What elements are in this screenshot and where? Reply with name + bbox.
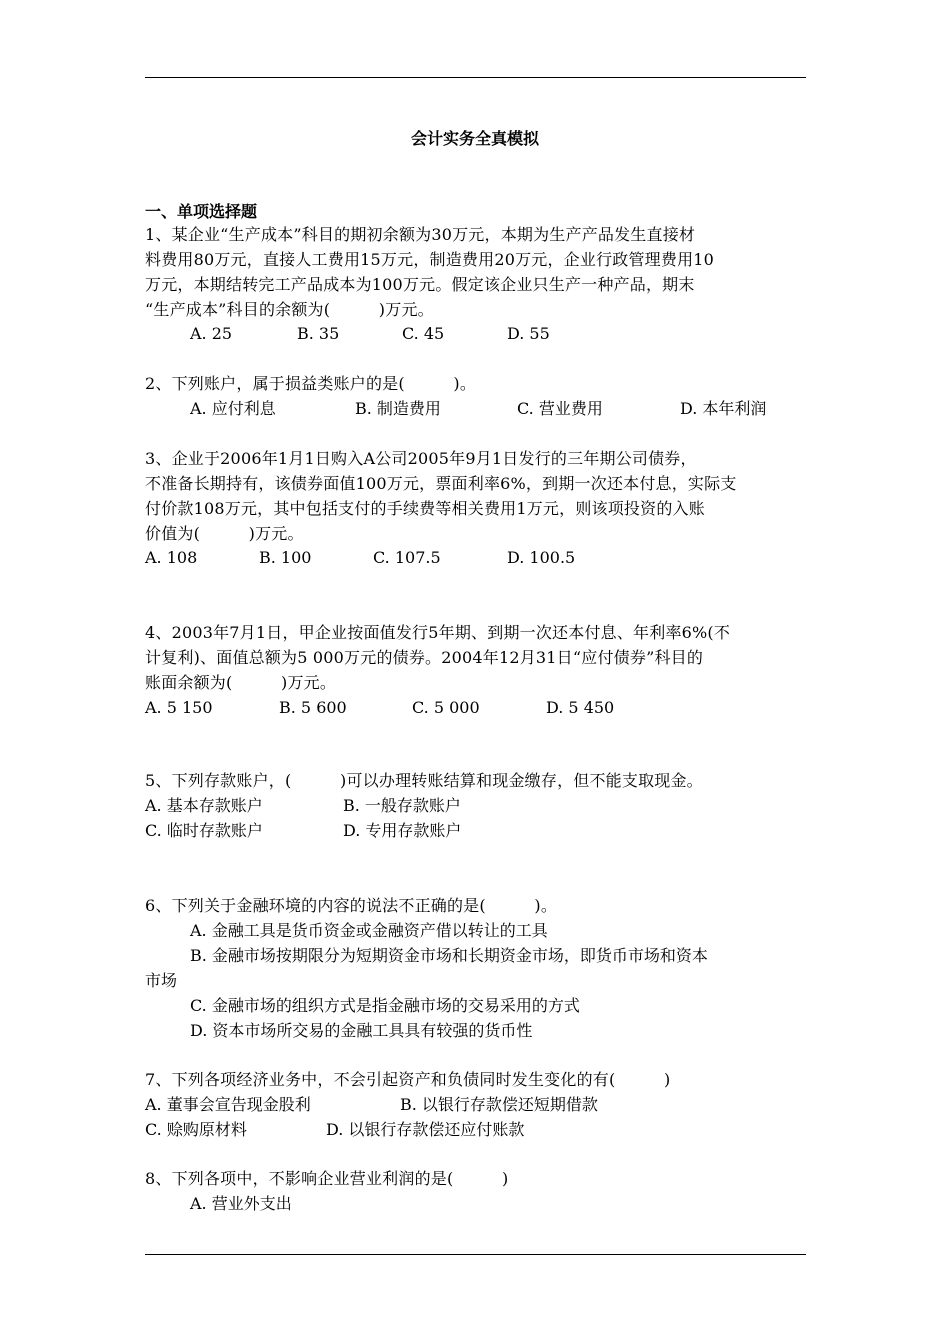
footer-rule — [145, 1254, 806, 1255]
question-text: 计复利)、面值总额为5 000万元的债券。2004年12月31日“应付债券”科目的 — [145, 648, 704, 667]
option-b: B. 5 600 — [279, 698, 347, 717]
option-b: B. 35 — [297, 324, 340, 343]
question-text: 7、下列各项经济业务中，不会引起资产和负债同时发生变化的有( ) — [145, 1070, 671, 1089]
question-text: 1、某企业“生产成本”科目的期初余额为30万元，本期为生产产品发生直接材 — [145, 225, 696, 244]
option-b: B. 金融市场按期限分为短期资金市场和长期资金市场，即货币市场和资本 — [190, 946, 708, 965]
section-heading: 一、单项选择题 — [145, 202, 258, 221]
option-c: C. 45 — [402, 324, 445, 343]
question-text: 4、2003年7月1日，甲企业按面值发行5年期、到期一次还本付息、年利率6%(不 — [145, 623, 731, 642]
question-text: 2、下列账户，属于损益类账户的是( )。 — [145, 374, 477, 393]
option-d: D. 以银行存款偿还应付账款 — [326, 1120, 525, 1139]
option-a: A. 基本存款账户 — [145, 796, 263, 815]
option-d: D. 专用存款账户 — [343, 821, 462, 840]
question-text: 料费用80万元，直接人工费用15万元，制造费用20万元，企业行政管理费用10 — [145, 250, 715, 269]
option-d: D. 5 450 — [546, 698, 615, 717]
question-text: 万元，本期结转完工产品成本为100万元。假定该企业只生产一种产品，期末 — [145, 275, 695, 294]
question-text: “生产成本”科目的余额为( )万元。 — [145, 300, 434, 319]
option-c: C. 临时存款账户 — [145, 821, 263, 840]
page-title: 会计实务全真模拟 — [410, 129, 539, 148]
question-text: 8、下列各项中，不影响企业营业利润的是( ) — [145, 1169, 509, 1188]
option-d: D. 资本市场所交易的金融工具具有较强的货币性 — [190, 1021, 533, 1040]
question-text: 账面余额为( )万元。 — [145, 673, 337, 692]
option-b: B. 制造费用 — [355, 399, 441, 418]
option-b: B. 以银行存款偿还短期借款 — [400, 1095, 598, 1114]
option-c: C. 107.5 — [373, 548, 441, 567]
option-a: A. 108 — [145, 548, 198, 567]
option-d: D. 本年利润 — [680, 399, 767, 418]
option-c: C. 5 000 — [412, 698, 480, 717]
option-d: D. 100.5 — [507, 548, 576, 567]
question-text: 3、企业于2006年1月1日购入A公司2005年9月1日发行的三年期公司债券， — [145, 449, 697, 468]
question-text: 5、下列存款账户，( )可以办理转账结算和现金缴存，但不能支取现金。 — [145, 771, 703, 790]
option-a: A. 董事会宣告现金股利 — [145, 1095, 311, 1114]
question-text: 6、下列关于金融环境的内容的说法不正确的是( )。 — [145, 896, 558, 915]
question-text: 价值为( )万元。 — [145, 524, 304, 543]
option-c: C. 营业费用 — [517, 399, 603, 418]
option-b: B. 一般存款账户 — [343, 796, 461, 815]
option-c: C. 金融市场的组织方式是指金融市场的交易采用的方式 — [190, 996, 580, 1015]
option-b-continuation: 市场 — [145, 971, 178, 990]
option-a: A. 25 — [190, 324, 233, 343]
header-rule — [145, 77, 806, 78]
option-c: C. 赊购原材料 — [145, 1120, 247, 1139]
option-a: A. 金融工具是货币资金或金融资产借以转让的工具 — [190, 921, 548, 940]
question-text: 不准备长期持有，该债券面值100万元，票面利率6%，到期一次还本付息，实际支 — [145, 474, 737, 493]
question-text: 付价款108万元，其中包括支付的手续费等相关费用1万元，则该项投资的入账 — [145, 499, 705, 518]
option-a: A. 5 150 — [145, 698, 213, 717]
option-a: A. 营业外支出 — [190, 1194, 292, 1213]
option-a: A. 应付利息 — [190, 399, 276, 418]
option-b: B. 100 — [259, 548, 312, 567]
option-d: D. 55 — [507, 324, 550, 343]
